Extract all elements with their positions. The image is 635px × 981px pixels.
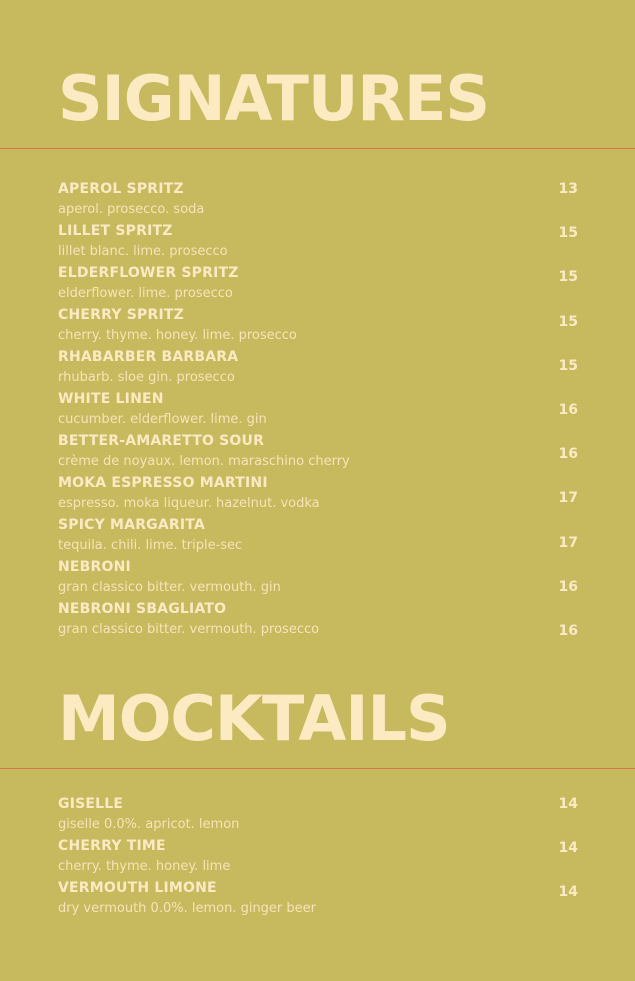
item-price: 16	[558, 623, 578, 639]
menu-item	[58, 837, 578, 879]
menu-item	[58, 348, 578, 390]
item-name: WHITE LINEN	[58, 391, 164, 407]
item-description: crème de noyaux. lemon. maraschino cherry	[58, 454, 350, 469]
item-price: 17	[558, 490, 578, 507]
mocktails-list	[58, 795, 578, 921]
item-name: CHERRY TIME	[58, 838, 166, 854]
menu-item	[58, 474, 578, 516]
item-name: RHABARBER BARBARA	[58, 349, 239, 365]
item-price: 17	[558, 534, 578, 551]
mocktails-heading: MOCKTAILS	[58, 682, 450, 755]
item-name: VERMOUTH LIMONE	[58, 880, 217, 896]
signatures-list	[58, 180, 578, 642]
menu-item	[58, 795, 578, 837]
menu-item	[58, 558, 578, 600]
item-description: rhubarb. sloe gin. prosecco	[58, 370, 235, 385]
menu-item	[58, 306, 578, 348]
item-description: lillet blanc. lime. prosecco	[58, 244, 228, 259]
menu-item	[58, 222, 578, 264]
item-description: giselle 0.0%. apricot. lemon	[58, 817, 240, 832]
menu-item	[58, 180, 578, 222]
item-price: 16	[558, 446, 578, 463]
item-name: MOKA ESPRESSO MARTINI	[58, 475, 268, 491]
item-description: tequila. chili. lime. triple-sec	[58, 538, 243, 553]
item-price: 15	[558, 269, 578, 286]
item-name: ELDERFLOWER SPRITZ	[58, 265, 239, 281]
item-description: espresso. moka liqueur. hazelnut. vodka	[58, 496, 320, 511]
item-price: 16	[558, 578, 578, 595]
item-description: cherry. thyme. honey. lime. prosecco	[58, 328, 297, 343]
item-description: elderflower. lime. prosecco	[58, 286, 233, 301]
item-price: 16	[558, 402, 578, 418]
item-description: cucumber. elderflower. lime. gin	[58, 412, 267, 427]
item-description: dry vermouth 0.0%. lemon. ginger beer	[58, 901, 317, 916]
item-name: BETTER-AMARETTO SOUR	[58, 433, 265, 449]
item-description: cherry. thyme. honey. lime	[58, 859, 231, 874]
item-description: gran classico bitter. vermouth. prosecco	[58, 622, 320, 637]
item-description: aperol. prosecco. soda	[58, 202, 205, 217]
menu-item	[58, 516, 578, 558]
item-price: 15	[558, 225, 578, 242]
item-name: LILLET SPRITZ	[58, 223, 173, 239]
item-name: SPICY MARGARITA	[58, 517, 205, 533]
item-name: NEBRONI	[58, 559, 131, 575]
item-price: 14	[558, 884, 578, 901]
item-price: 15	[558, 313, 578, 330]
item-price: 13	[558, 181, 578, 197]
item-description: gran classico bitter. vermouth. gin	[58, 580, 281, 595]
item-price: 15	[558, 357, 578, 374]
menu-item	[58, 600, 578, 642]
item-name: APEROL SPRITZ	[58, 181, 184, 197]
menu-item	[58, 432, 578, 474]
mocktails-divider	[0, 768, 635, 769]
signatures-divider	[0, 148, 635, 149]
item-name: NEBRONI SBAGLIATO	[58, 601, 227, 617]
item-name: GISELLE	[58, 796, 124, 812]
signatures-heading: SIGNATURES	[58, 62, 490, 135]
item-price: 14	[558, 796, 578, 812]
menu-item	[58, 264, 578, 306]
menu-item	[58, 390, 578, 432]
menu-item	[58, 879, 578, 921]
item-price: 14	[558, 840, 578, 857]
item-name: CHERRY SPRITZ	[58, 307, 184, 323]
